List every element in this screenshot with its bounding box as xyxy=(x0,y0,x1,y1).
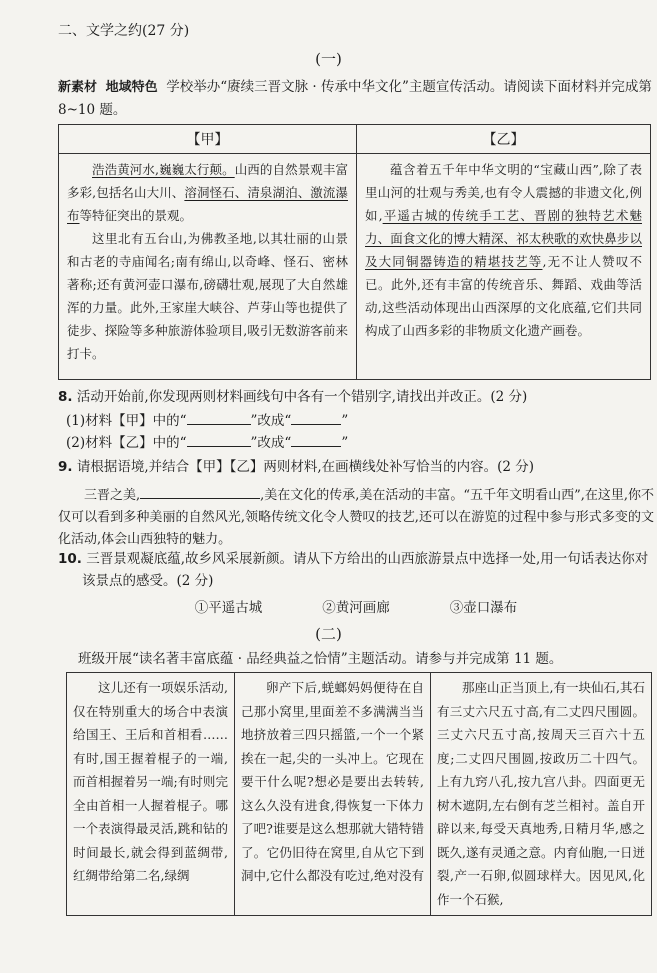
q10-number: 10. xyxy=(58,551,82,567)
q9-passage: 三晋之美, ,美在文化的传承,美在活动的丰富。“五千年文明看山西”,在这里,你不仅可以看到多种美丽的自然风光,领略传统文化令人赞叹的技艺,还可以在游览的过程中参与形式多变的文化活动,体会山西独特的魅力。 xyxy=(58,484,654,551)
option-pingyao[interactable]: ①平遥古城 xyxy=(194,600,263,616)
material-yi-head: 【乙】 xyxy=(482,132,525,148)
material-jia-paragraph-1: 浩浩黄河水,巍巍太行颠。山西的自然景观丰富多彩,包括名山大川、溶洞怪石、清泉湖泊、激流瀑布等特征突出的景观。 xyxy=(67,162,348,223)
excerpt-gulliver: 这儿还有一项娱乐活动,仅在特别重大的场合中表演给国王、王后和首相看……有时,国王握着棍子的一端,而首相握着另一端;有时则完全由首相一人握着棍子。哪一个表演得最灵活,跳和钻的时间最长,就会得到蓝绸带,红绸带给第二名,绿绸 xyxy=(67,673,235,915)
new-material-tag: 新素材 xyxy=(58,80,98,95)
question-9 xyxy=(58,456,654,551)
regional-feature-tag: 地域特色 xyxy=(105,80,158,95)
material-jia-paragraph-2: 这里北有五台山,为佛教圣地,以其壮丽的山景和古老的寺庙闻名;南有绵山,以奇峰、怪石、密林著称;还有黄河壶口瀑布,磅礴壮观,展现了大自然雄浑的力量。此外,王家崖大峡谷、芦芽山等也提供了徒步、探险等多种旅游体验项目,吸引无数游客前来打卡。 xyxy=(67,231,348,361)
excerpt-insects: 卵产下后,蜣螂妈妈便待在自己那小窝里,里面差不多满满当当地挤放着三四只摇篮,一个一个紧挨在一起,尖的一头冲上。它现在要干什么呢?想必是要出去转转,这么久没有进食,得恢复一下体力了吧?谁要是这么想那就大错特错了。它仍旧待在窝里,自从它下到洞中,它什么都没有吃过,绝对没有 xyxy=(235,673,431,915)
q9-number: 9. xyxy=(58,459,73,475)
question-10 xyxy=(58,548,654,592)
q8-line-2: (2)材料【乙】中的“ ”改成“ ” xyxy=(58,432,654,454)
intro-text: 学校举办“赓续三晋文脉 · 传承中华文化”主题宣传活动。请阅读下面材料并完成第 8~10 题。 xyxy=(58,79,652,118)
material-yi-paragraph: 蕴含着五千年中华文明的“宝藏山西”,除了表里山河的壮观与秀美,也有令人震撼的非遗文化,例如,平遥古城的传统手工艺、晋剧的独特艺术魅力、面食文化的博大精深、祁太秧歌的欢快鼻步以及大同铜器铸造的精堪技艺等,无不让人赞叹不已。此外,还有丰富的传统音乐、舞蹈、戏曲等活动,这些活动体现出山西深厚的文化底蕴,它们共同构成了山西多彩的非物质文化遗产画卷。 xyxy=(365,162,642,338)
part-one-title: (一) xyxy=(315,50,342,68)
part-one-intro xyxy=(58,76,654,121)
q8-line-1: (1)材料【甲】中的“ ”改成“ ” xyxy=(58,410,654,432)
jia-underline-1: 浩浩黄河水,巍巍太行颠。 xyxy=(92,162,235,177)
q10-text: 三晋景观凝底蕴,故乡风采展新颜。请从下方给出的山西旅游景点中选择一处,用一句话表达你对该景点的感受。(2 分) xyxy=(82,551,649,589)
q8-blank-2a[interactable] xyxy=(187,432,251,447)
jia-underline-2: 溶洞怪石、清泉湖泊、激流瀑布 xyxy=(67,185,348,223)
q8-blank-2b[interactable] xyxy=(291,432,341,447)
materials-table xyxy=(58,124,651,380)
option-hukou[interactable]: ③壶口瀑布 xyxy=(449,600,518,616)
yi-underline: 平遥古城的传统手工艺、晋剧的独特艺术魅力、面食文化的博大精深、祁太秧歌的欢快鼻步以及大同铜器铸造的精堪技艺等 xyxy=(365,208,642,269)
part-two-intro: 班级开展“读名著丰富底蕴 · 品经典益之恰情”主题活动。请参与并完成第 11 题。 xyxy=(78,651,563,667)
q8-text: 活动开始前,你发现两则材料画线句中各有一个错别字,请找出并改正。(2 分) xyxy=(76,389,528,405)
q8-number: 8. xyxy=(58,389,73,405)
part-two-title: (二) xyxy=(315,625,342,643)
material-jia-head: 【甲】 xyxy=(186,132,229,148)
section-title: 二、文学之约(27 分) xyxy=(58,23,190,39)
q10-options xyxy=(58,596,654,616)
question-8 xyxy=(58,386,654,454)
option-yellow-river[interactable]: ②黄河画廊 xyxy=(322,600,390,616)
q9-blank[interactable] xyxy=(140,484,260,499)
excerpt-journey-west: 那座山正当顶上,有一块仙石,其石有三丈六尺五寸高,有二丈四尺围圆。三丈六尺五寸高,按周天三百六十五度;二丈四尺围圆,按政历二十四气。上有九窍八孔,按九宫八卦。四面更无树木遮阴,左右倒有芝兰相衬。盖自开辟以来,每受天真地秀,日精月华,感之既久,遂有灵通之意。内育仙胞,一日迸裂,产一石卵,似圆球样大。因见风,化作一个石猴, xyxy=(437,680,645,907)
material-yi xyxy=(357,125,650,379)
excerpts-table xyxy=(66,672,652,916)
q9-text: 请根据语境,并结合【甲】【乙】两则材料,在画横线处补写恰当的内容。(2 分) xyxy=(76,459,535,475)
material-jia xyxy=(59,125,357,379)
q8-blank-1a[interactable] xyxy=(187,410,251,425)
q8-blank-1b[interactable] xyxy=(291,410,341,425)
